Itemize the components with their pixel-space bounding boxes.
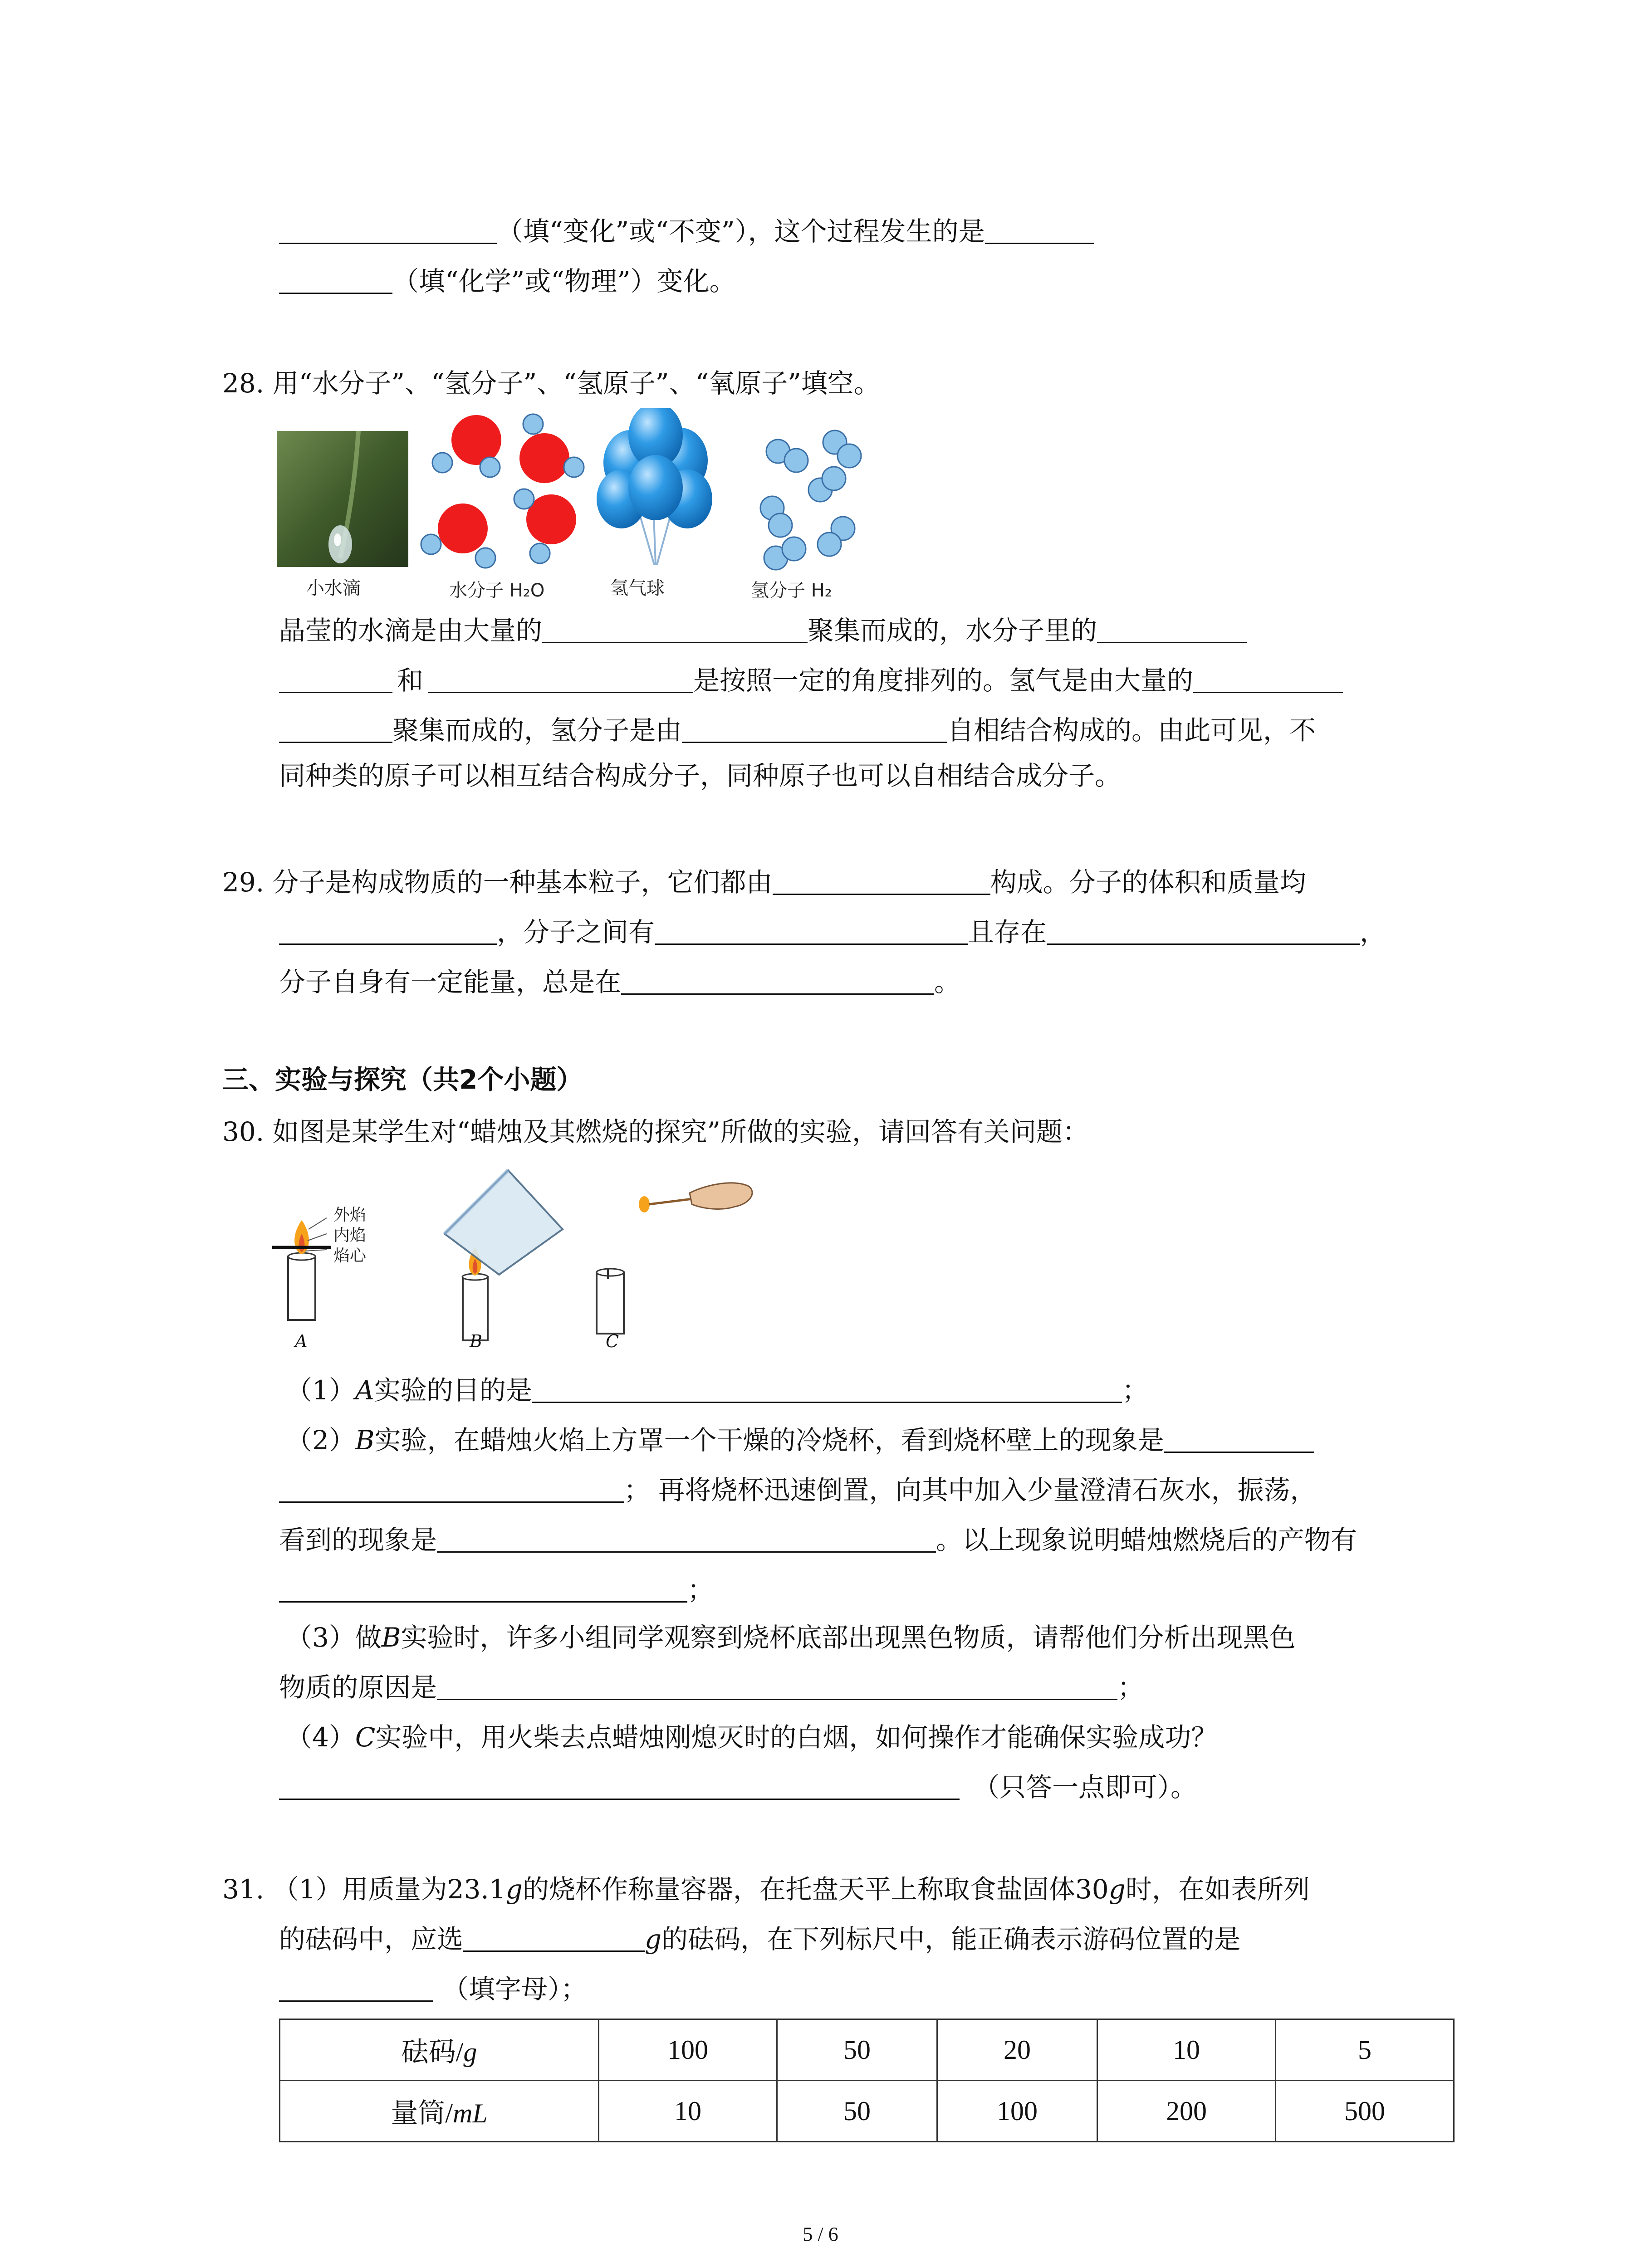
table-row-label: 砝码/g xyxy=(280,2019,599,2081)
q27-line-2: （填“化学”或“物理”）变化。 xyxy=(279,263,736,299)
answer-blank[interactable] xyxy=(279,664,392,693)
answer-blank[interactable] xyxy=(437,1671,1117,1700)
label-figure-b: B xyxy=(470,1331,482,1351)
answer-blank[interactable] xyxy=(279,714,392,743)
answer-blank[interactable] xyxy=(279,1473,624,1503)
table-cell: 10 xyxy=(599,2081,777,2142)
q30-part-3-line-1: （3）做B实验时，许多小组同学观察到烧杯底部出现黑色物质，请帮他们分析出现黑色 xyxy=(286,1622,1296,1653)
table-row-label: 量筒/mL xyxy=(280,2081,599,2142)
table-cell: 500 xyxy=(1276,2081,1454,2142)
q29-line-2: ，分子之间有 且存在 ， xyxy=(279,914,1386,950)
label-figure-a: A xyxy=(295,1331,308,1351)
label-water-molecule: 水分子 H₂O xyxy=(449,580,545,601)
q30-question: 30. 如图是某学生对“蜡烛及其燃烧的探究”所做的实验，请回答有关问题： xyxy=(222,1116,1089,1147)
q27-line-1: （填“变化”或“不变”），这个过程发生的是 xyxy=(279,213,1094,249)
q30-part-4-line-1: （4）C实验中，用火柴去点蜡烛刚熄灭时的白烟，如何操作才能确保实验成功？ xyxy=(286,1722,1218,1753)
q30-part-2-line-3: 看到的现象是 。以上现象说明蜡烛燃烧后的产物有 xyxy=(279,1522,1357,1558)
answer-blank[interactable] xyxy=(1164,1423,1314,1453)
answer-blank[interactable] xyxy=(682,714,947,743)
q28-line-2: 和 是按照一定的角度排列的。氢气是由大量的 xyxy=(279,662,1343,699)
q31-line-1: 31. （1）用质量为23.1g的烧杯作称量容器，在托盘天平上称取食盐固体30g时，在如表所列 xyxy=(222,1874,1310,1905)
table-row xyxy=(280,2019,1454,2081)
hydrogen-balloons xyxy=(597,408,712,565)
answer-blank[interactable] xyxy=(279,264,392,294)
answer-blank[interactable] xyxy=(621,965,934,995)
q28-line-1: 晶莹的水滴是由大量的 聚集而成的，水分子里的 xyxy=(279,612,1247,649)
table-cell: 50 xyxy=(777,2019,937,2081)
weights-table xyxy=(279,2019,1455,2142)
table-cell: 100 xyxy=(599,2019,777,2081)
q30-part-4-line-2: （只答一点即可）。 xyxy=(279,1769,1197,1805)
table-cell: 10 xyxy=(1097,2019,1276,2081)
q29-line-1: 29. 分子是构成物质的一种基本粒子，它们都由 构成。分子的体积和质量均 xyxy=(222,864,1306,900)
label-flame-core: 焰心 xyxy=(333,1246,367,1265)
hydrogen-molecules xyxy=(760,430,861,570)
table-cell: 20 xyxy=(937,2019,1097,2081)
candle-a xyxy=(272,1218,331,1320)
section-heading: 三、实验与探究（共2个小题） xyxy=(222,1064,583,1095)
q30-part-3-line-2: 物质的原因是 ； xyxy=(279,1669,1144,1706)
table-cell: 200 xyxy=(1097,2081,1276,2142)
candle-figure xyxy=(254,1161,776,1356)
answer-blank[interactable] xyxy=(279,1972,433,2002)
answer-blank[interactable] xyxy=(463,1922,645,1952)
answer-blank[interactable] xyxy=(1193,664,1343,693)
q28-line-4: 同种类的原子可以相互结合构成分子，同种原子也可以自相结合成分子。 xyxy=(279,760,1122,791)
label-figure-c: C xyxy=(606,1331,619,1351)
q30-part-1: （1）A实验的目的是 ； xyxy=(286,1372,1148,1408)
q29-line-3: 分子自身有一定能量，总是在 。 xyxy=(279,964,960,1000)
water-drop-photo xyxy=(277,431,408,567)
answer-blank[interactable] xyxy=(428,664,693,693)
label-water-drop: 小水滴 xyxy=(306,578,361,599)
q28-question: 28. 用“水分子”、“氢分子”、“氢原子”、“氧原子”填空。 xyxy=(222,368,880,399)
answer-blank[interactable] xyxy=(1097,614,1247,643)
q30-part-2-line-1: （2）B实验，在蜡烛火焰上方罩一个干燥的冷烧杯，看到烧杯壁上的现象是 xyxy=(286,1422,1314,1458)
table-cell: 100 xyxy=(937,2081,1097,2142)
answer-blank[interactable] xyxy=(279,1573,687,1603)
label-hydrogen-balloon: 氢气球 xyxy=(610,578,665,599)
page-number: 5 / 6 xyxy=(803,2223,838,2245)
answer-blank[interactable] xyxy=(985,215,1094,244)
label-hydrogen-molecule: 氢分子 H₂ xyxy=(751,580,832,601)
answer-blank[interactable] xyxy=(279,915,497,945)
q31-line-2: 的砝码中，应选 g的砝码，在下列标尺中，能正确表示游码位置的是 xyxy=(279,1921,1240,1957)
q30-part-2-line-4: ； xyxy=(279,1572,714,1608)
answer-blank[interactable] xyxy=(1047,915,1360,945)
q31-line-3: （填字母）； xyxy=(279,1971,587,2007)
water-molecules xyxy=(421,414,584,568)
candle-c xyxy=(597,1183,752,1334)
label-outer-flame: 外焰 xyxy=(333,1206,367,1224)
table-cell: 5 xyxy=(1276,2019,1454,2081)
q30-part-2-line-2: ； 再将烧杯迅速倒置，向其中加入少量澄清石灰水，振荡， xyxy=(279,1472,1316,1508)
answer-blank[interactable] xyxy=(279,215,497,244)
answer-blank[interactable] xyxy=(773,865,990,895)
table-cell: 50 xyxy=(777,2081,937,2142)
answer-blank[interactable] xyxy=(279,1770,960,1800)
table-row xyxy=(280,2081,1454,2142)
answer-blank[interactable] xyxy=(437,1523,936,1553)
answer-blank[interactable] xyxy=(542,614,808,643)
answer-blank[interactable] xyxy=(655,915,968,945)
answer-blank[interactable] xyxy=(532,1374,1122,1403)
q28-line-3: 聚集而成的，氢分子是由 自相结合构成的。由此可见，不 xyxy=(279,712,1316,748)
label-inner-flame: 内焰 xyxy=(333,1226,367,1245)
candle-b xyxy=(445,1170,563,1340)
